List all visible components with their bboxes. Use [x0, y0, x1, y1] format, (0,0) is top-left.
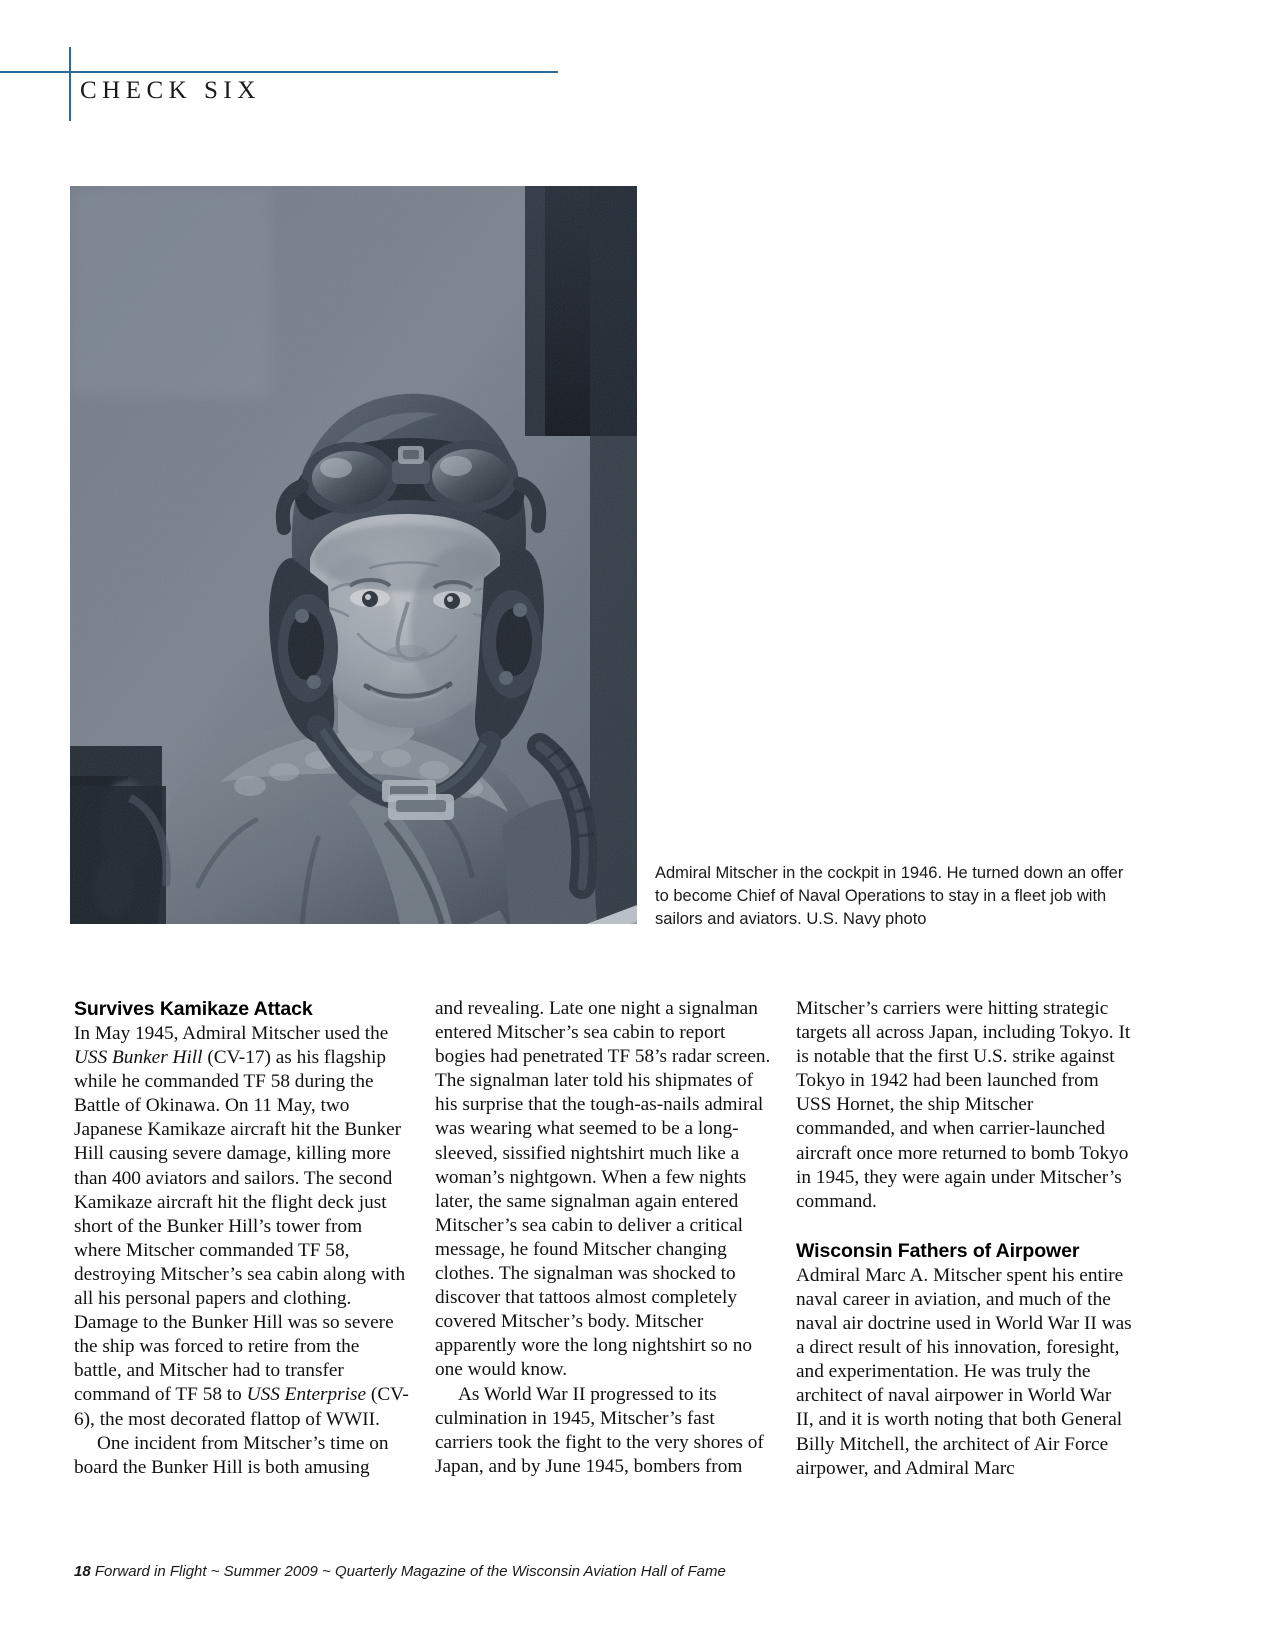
- paragraph-col3-1: Mitscher’s carriers were hitting strategic targets all across Japan, including Tokyo. It is notable that the first U.S. strike against Tokyo in 1942 had been launched from USS Hornet, the ship Mitscher commanded, and when carrier-launched aircraft once more returned to bomb Tokyo in 1945, they were again under Mitscher’s command.: [796, 998, 1131, 1212]
- text-run: In May 1945, Admiral Mitscher used the: [74, 1023, 389, 1044]
- paragraph-col1-1: [74, 1022, 411, 1432]
- column-3: [796, 997, 1133, 1479]
- photo-caption: Admiral Mitscher in the cockpit in 1946. He turned down an offer to become Chief of Naval Operations to stay in a fleet job with sailors and aviators. U.S. Navy photo: [655, 864, 1124, 928]
- heading-wisconsin-fathers-of-airpower: Wisconsin Fathers of Airpower: [796, 1239, 1080, 1262]
- heading-survives-kamikaze-attack: Survives Kamikaze Attack: [74, 998, 313, 1020]
- article-columns: [74, 997, 1134, 1479]
- ship-name-italic: USS Enterprise: [246, 1384, 367, 1406]
- text-run: (CV-6), the most decorated flattop of WWII.: [74, 1384, 409, 1430]
- running-head-horizontal-rule: [0, 71, 558, 73]
- page-footer: [74, 1563, 726, 1580]
- footer-page-number: 18: [74, 1563, 91, 1580]
- paragraph-col2-2: As World War II progressed to its culmination in 1945, Mitscher’s fast carriers took the fight to the very shores of Japan, and by June 1945, bombers from: [435, 1383, 764, 1477]
- paragraph-col3-2: Admiral Marc A. Mitscher spent his entire naval career in aviation, and much of the naval air doctrine used in World War II was a direct result of his innovation, foresight, and experimentation. He was truly the architect of naval airpower in World War II, and it is worth noting that both General Billy Mitchell, the architect of Air Force airpower, and Admiral Marc: [796, 1264, 1132, 1479]
- column-2: [435, 997, 772, 1477]
- paragraph-col2-1: and revealing. Late one night a signalman entered Mitscher’s sea cabin to report bogies had penetrated TF 58’s radar screen. The signalman later told his shipmates of his surprise that the tough-as-nails admiral was wearing what seemed to be a long-sleeved, sissified nightshirt much like a woman’s nightgown. When a few nights later, the same signalman again entered Mitscher’s sea cabin to deliver a critical message, he found Mitscher changing clothes. The signalman was shocked to discover that tattoos almost completely covered Mitscher’s body. Mitscher apparently wore the long nightshirt so no one would know.: [435, 998, 771, 1381]
- running-head-title: CHECK SIX: [80, 77, 261, 104]
- paragraph-col1-2: One incident from Mitscher’s time on board the Bunker Hill is both amusing: [74, 1432, 389, 1478]
- ship-name-italic: USS Bunker Hill: [74, 1047, 203, 1069]
- text-run: (CV-17) as his flagship while he commanded TF 58 during the Battle of Okinawa. On 11 May, two Japanese Kamikaze aircraft hit the Bunker Hill causing severe damage, killing more than 400 aviators and sailors. The second Kamikaze aircraft hit the flight deck just short of the Bunker Hill’s tower from where Mitscher commanded TF 58, destroying Mitscher’s sea cabin along with all his personal papers and clothing. Damage to the Bunker Hill was so severe the ship was forced to retire from the battle, and Mitscher had to transfer command of TF 58 to: [74, 1047, 406, 1406]
- column-1: [74, 997, 411, 1478]
- admiral-mitscher-cockpit-photo: [70, 186, 637, 924]
- footer-text: Forward in Flight ~ Summer 2009 ~ Quarterly Magazine of the Wisconsin Aviation Hall of Fame: [94, 1563, 726, 1580]
- running-head-vertical-rule: [69, 47, 71, 121]
